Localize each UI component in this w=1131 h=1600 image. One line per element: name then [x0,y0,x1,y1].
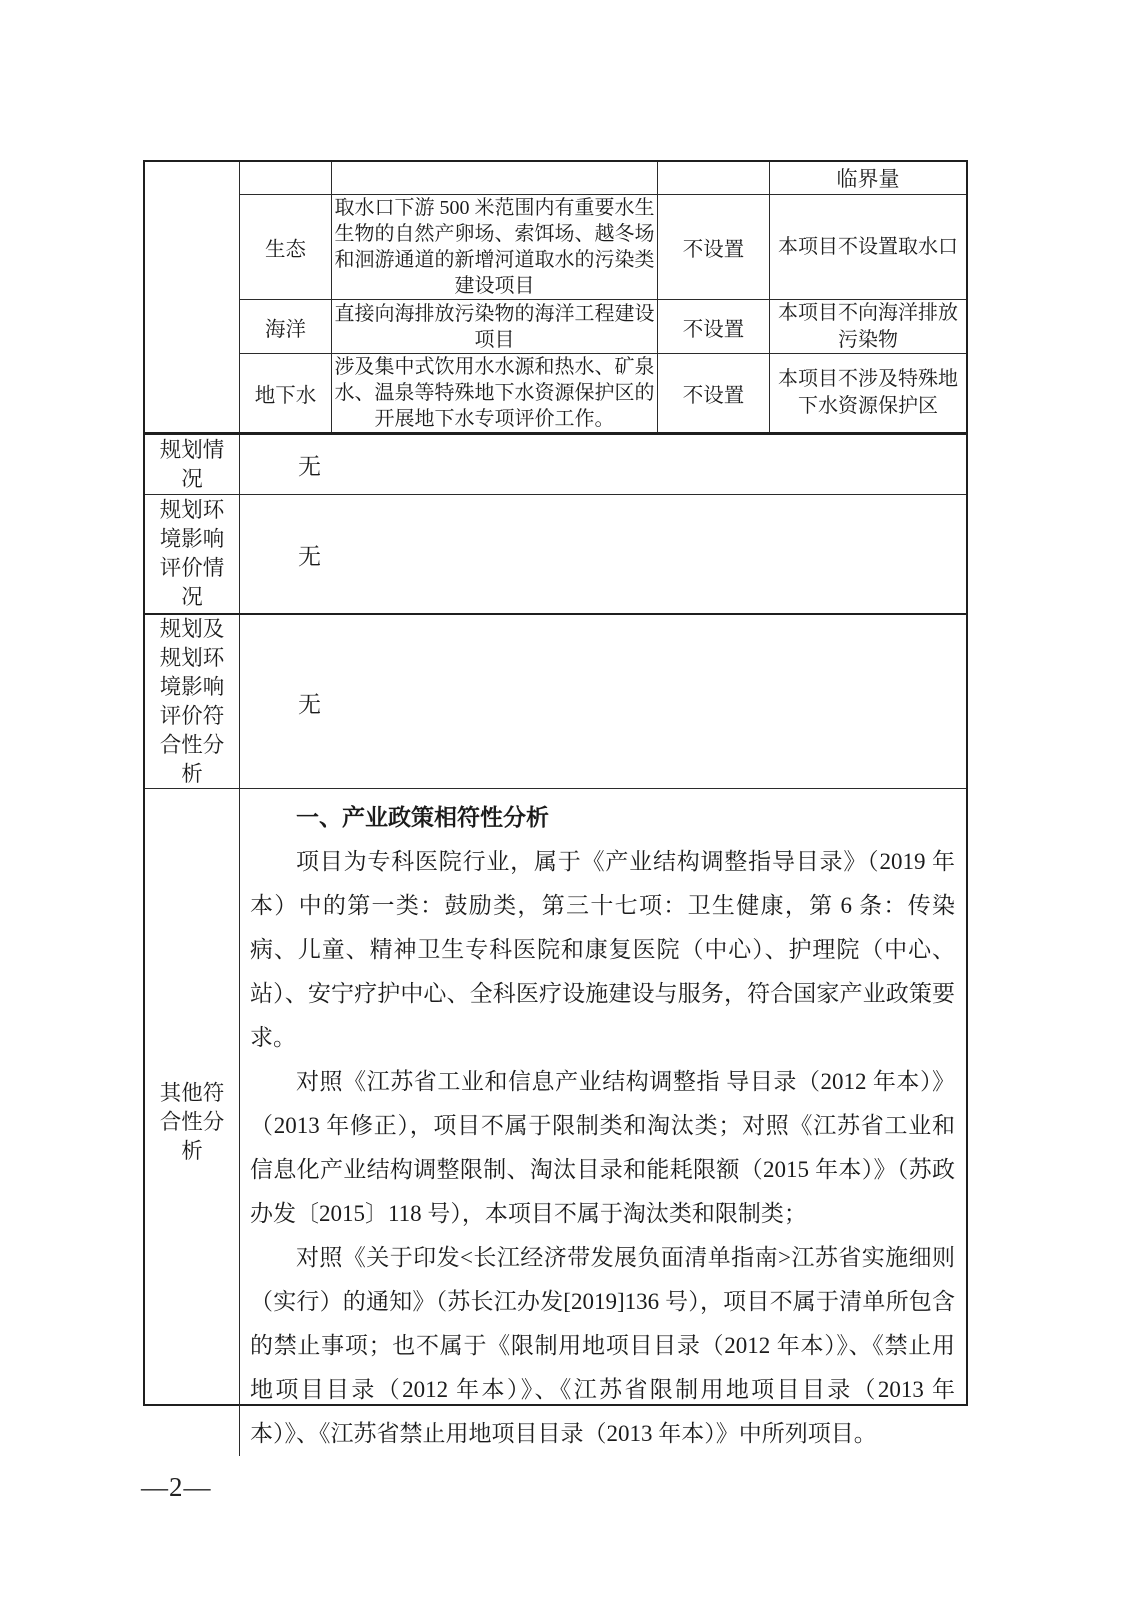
row-planning-eia-status [145,495,966,615]
category-cell-groundwater [240,354,332,432]
row-other-conformity-analysis [145,789,966,1446]
setting-text: 不设置 [682,239,745,261]
row-value-cell [240,495,966,613]
conclusion-text: 本项目不涉及特殊地下水资源保护区 [778,368,958,417]
page-number: —2— [141,1472,212,1502]
analysis-content [240,789,966,1456]
criteria-header-cell [770,162,966,195]
category-label: 生态 [265,239,306,261]
row-planning-status [145,435,966,495]
category-cell-ecology [240,195,332,300]
row-value: 无 [298,454,321,479]
description-cell-ocean [332,300,658,354]
screening-grid [145,162,966,435]
screening-left-empty-cell [145,162,240,432]
row-label-cell [145,495,240,613]
setting-text: 不设置 [682,318,745,341]
conclusion-text: 本项目不设置取水口 [778,235,958,258]
conclusion-text: 本项目不向海洋排放污染物 [778,301,958,351]
description-cell-ecology [332,195,658,300]
setting-cell-ocean [658,300,770,354]
analysis-paragraph: 项目为专科医院行业，属于《产业结构调整指导目录》（2019 年本）中的第一类：鼓励类，第三十七项：卫生健康，第 6 条：传染病、儿童、精神卫生专科医院和康复医院（中心）、护理院（中心、站）、安宁疗护中心、全科医疗设施建设与服务，符合国家产业政策要求。 [250,849,955,1050]
description-text: 涉及集中式饮用水水源和热水、矿泉水、温泉等特殊地下水资源保护区的开展地下水专项评价工作。 [334,356,655,430]
analysis-heading: 一、产业政策相符性分析 [296,805,549,830]
assessment-table [143,160,968,1446]
row-value: 无 [298,543,321,569]
setting-cell-ecology [658,195,770,300]
row-value: 无 [298,691,321,717]
analysis-paragraph: 对照《关于印发<长江经济带发展负面清单指南>江苏省实施细则（实行）的通知》（苏长江办发[2019]136 号），项目不属于清单所包含的禁止事项；也不属于《限制用地项目目录（2012 年本）》、《禁止用地项目目录（2012 年本）》、《江苏省限制用地项目目录（2013 年本）》、《江苏省禁止用地项目目录（2013 年本）》中所列项目。 [250,1245,955,1446]
row-label-cell [145,789,240,1456]
conclusion-cell-ecology [770,195,966,300]
row-label: 规划环境影响评价情况 [159,498,225,609]
row-label: 规划情况 [159,437,225,491]
empty-cell [332,162,658,195]
category-label: 地下水 [254,385,317,407]
conclusion-cell-ocean [770,300,966,354]
row-label: 其他符合性分析 [159,1081,225,1163]
category-label: 海洋 [265,318,306,341]
row-label-cell [145,615,240,789]
row-label: 规划及规划环境影响评价符合性分析 [159,617,225,786]
row-label-cell [145,435,240,494]
description-text: 取水口下游 500 米范围内有重要水生生物的自然产卵场、索饵场、越冬场和洄游通道的新增河道取水的污染类建设项目 [334,197,655,297]
description-text: 直接向海排放污染物的海洋工程建设项目 [334,302,655,351]
setting-cell-groundwater [658,354,770,432]
row-planning-conformity-analysis [145,615,966,789]
analysis-paragraph: 对照《江苏省工业和信息产业结构调整指 导目录（2012 年本）》（2013 年修正），项目不属于限制类和淘汰类；对照《江苏省工业和信息化产业结构调整限制、淘汰目录和能耗限额（2015 年本）》（苏政办发〔2015〕118 号），本项目不属于淘汰类和限制类； [250,1069,955,1226]
category-cell-ocean [240,300,332,354]
row-value-cell [240,615,966,789]
empty-cell [658,162,770,195]
description-cell-groundwater [332,354,658,432]
conclusion-cell-groundwater [770,354,966,432]
empty-cell [240,162,332,195]
row-value-cell [240,435,966,494]
setting-text: 不设置 [682,385,745,407]
criteria-header-label: 临界量 [836,167,900,191]
